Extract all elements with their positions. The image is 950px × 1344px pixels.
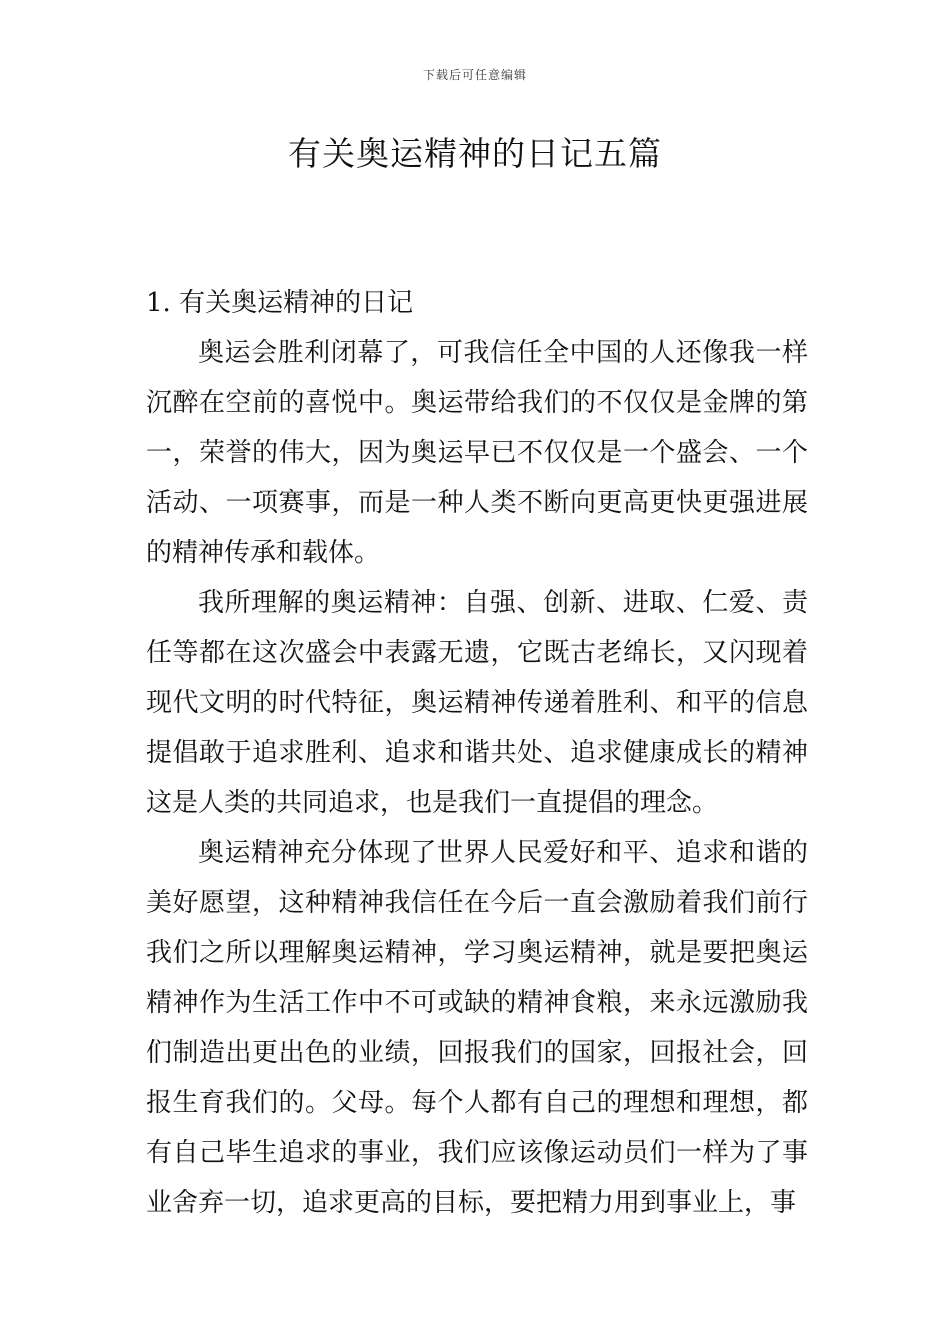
header-note: 下载后可任意编辑 xyxy=(422,68,527,82)
document-title: 有关奥运精神的日记五篇 xyxy=(288,134,662,173)
paragraph-1: 奥运会胜利闭幕了，可我信任全中国的人还像我一样沉醉在空前的喜悦中。奥运带给我们的不仅仅是金牌的第一，荣誉的伟大，因为奥运早已不仅仅是一个盛会、一个活动、一项赛事，而是一种人类不断向更高更快更强进展的精神传承和载体。 xyxy=(146,338,808,568)
paragraph-3: 奥运精神充分体现了世界人民爱好和平、追求和谐的美好愿望，这种精神我信任在今后一直会激励着我们前行我们之所以理解奥运精神，学习奥运精神，就是要把奥运精神作为生活工作中不可或缺的精神食粮，来永远激励我们制造出更出色的业绩，回报我们的国家，回报社会，回报生育我们的。父母。每个人都有自己的理想和理想，都有自己毕生追求的事业，我们应该像运动员们一样为了事业舍弃一切，追求更高的目标，要把精力用到事业上，事 xyxy=(146,838,808,1218)
section-heading: 1. 有关奥运精神的日记 xyxy=(146,288,414,318)
paragraph-2: 我所理解的奥运精神：自强、创新、进取、仁爱、责任等都在这次盛会中表露无遗，它既古老绵长，又闪现着现代文明的时代特征，奥运精神传递着胜利、和平的信息提倡敢于追求胜利、追求和谐共处、追求健康成长的精神这是人类的共同追求，也是我们一直提倡的理念。 xyxy=(146,588,808,818)
document-body xyxy=(146,278,808,1228)
